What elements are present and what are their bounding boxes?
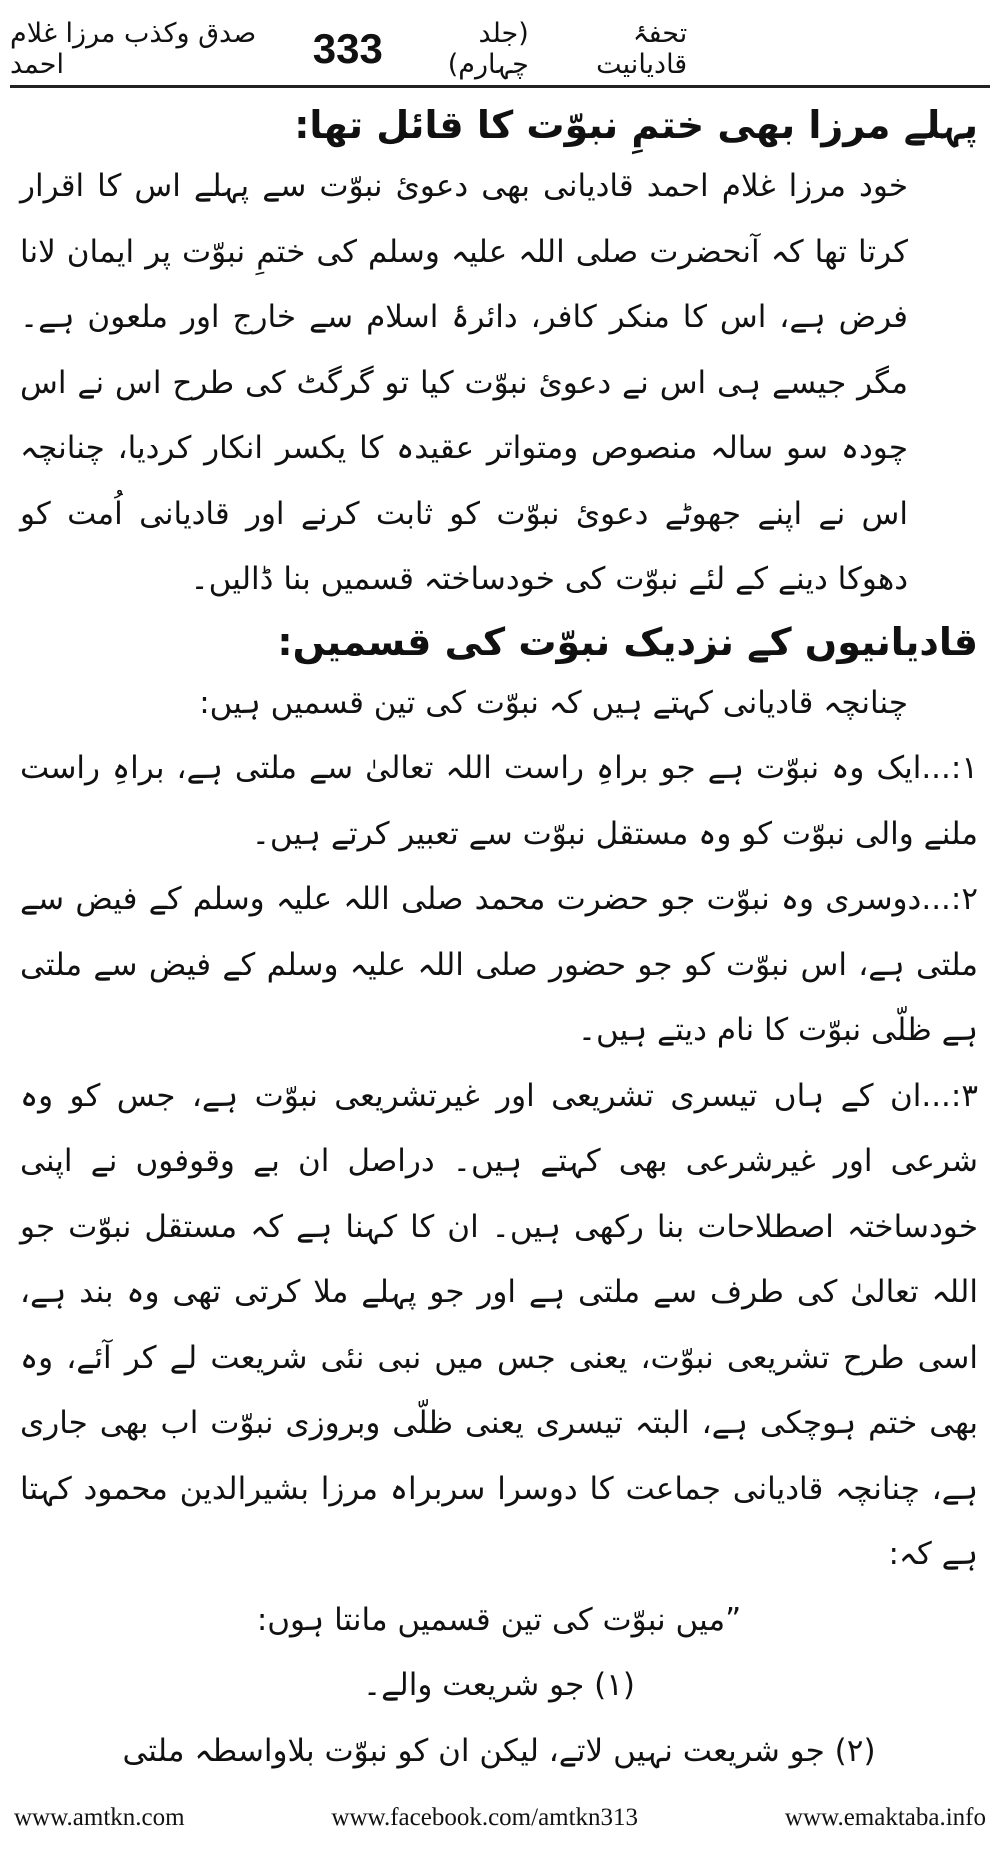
page-number: 333 (312, 25, 383, 72)
quote-line-1: ”میں نبوّت کی تین قسمیں مانتا ہوں: (256, 1601, 742, 1638)
volume-label: (جلد چہارم) (447, 18, 529, 80)
section-heading-2: قادیانیوں کے نزدیک نبوّت کی قسمیں: (277, 619, 978, 664)
header-center (313, 18, 687, 80)
chapter-title: صدق وکذب مرزا غلام احمد (10, 18, 257, 80)
quote-line-3: (۲) جو شریعت نہیں لاتے، لیکن ان کو نبوّت بلاواسطہ ملتی (122, 1732, 876, 1769)
header-rule (10, 85, 990, 88)
section-heading-1: پہلے مرزا بھی ختمِ نبوّت کا قائل تھا: (294, 103, 978, 147)
paragraph-1: خود مرزا غلام احمد قادیانی بھی دعویٔ نبوّت سے پہلے اس کا اقرار کرتا تھا کہ آنحضرت صلی اللہ علیہ وسلم کی ختمِ نبوّت پر ایمان لانا فرض ہے، اس کا منکر کافر، دائرۂ اسلام سے خارج اور ملعون ہے۔ مگر جیسے ہی اس نے دعویٔ نبوّت کیا تو گرگٹ کی طرح اس نے اس چودہ سو سالہ منصوص ومتواتر عقیدہ کا یکسر انکار کردیا، چنانچہ اس نے اپنے جھوٹے دعویٔ نبوّت کو ثابت کرنے اور قادیانی اُمت کو دھوکا دینے کے لئے نبوّت کی خودساختہ قسمیں بنا ڈالیں۔ (20, 168, 908, 597)
page-footer (14, 1798, 986, 1838)
book-title: تحفۂ قادیانیت (596, 18, 688, 80)
page-body (20, 96, 978, 1784)
page-header (10, 20, 990, 78)
paragraph-4: ۲:...دوسری وہ نبوّت جو حضرت محمد صلی اللہ علیہ وسلم کے فیض سے ملتی ہے، اس نبوّت کو جو حضور صلی اللہ علیہ وسلم کے فیض سے ملتی ہے ظلّی نبوّت کا نام دیتے ہیں۔ (20, 881, 978, 1048)
footer-link-emaktaba[interactable]: www.emaktaba.info (784, 1804, 986, 1831)
paragraph-5: ۳:...ان کے ہاں تیسری تشریعی اور غیرتشریعی نبوّت ہے، جس کو وہ شرعی اور غیرشرعی بھی کہتے ہیں۔ دراصل ان بے وقوفوں نے اپنی خودساختہ اصطلاحات بنا رکھی ہیں۔ ان کا کہنا ہے کہ مستقل نبوّت جو اللہ تعالیٰ کی طرف سے ملتی ہے اور جو پہلے ملا کرتی تھی وہ بند ہے، اسی طرح تشریعی نبوّت، یعنی جس میں نبی نئی شریعت لے کر آئے، وہ بھی ختم ہوچکی ہے، البتہ تیسری یعنی ظلّی وبروزی نبوّت اب بھی جاری ہے، چنانچہ قادیانی جماعت کا دوسرا سربراہ مرزا بشیرالدین محمود کہتا ہے کہ: (20, 1077, 978, 1572)
quote-line-2: (۱) جو شریعت والے۔ (362, 1667, 636, 1703)
paragraph-3: ۱:...ایک وہ نبوّت ہے جو براہِ راست اللہ تعالیٰ سے ملتی ہے، براہِ راست ملنے والی نبوّت کو وہ مستقل نبوّت سے تعبیر کرتے ہیں۔ (20, 750, 978, 852)
paragraph-2: چنانچہ قادیانی کہتے ہیں کہ نبوّت کی تین قسمیں ہیں: (199, 684, 908, 721)
footer-link-facebook[interactable]: www.facebook.com/amtkn313 (331, 1804, 639, 1831)
footer-link-amtkn[interactable]: www.amtkn.com (14, 1804, 185, 1831)
